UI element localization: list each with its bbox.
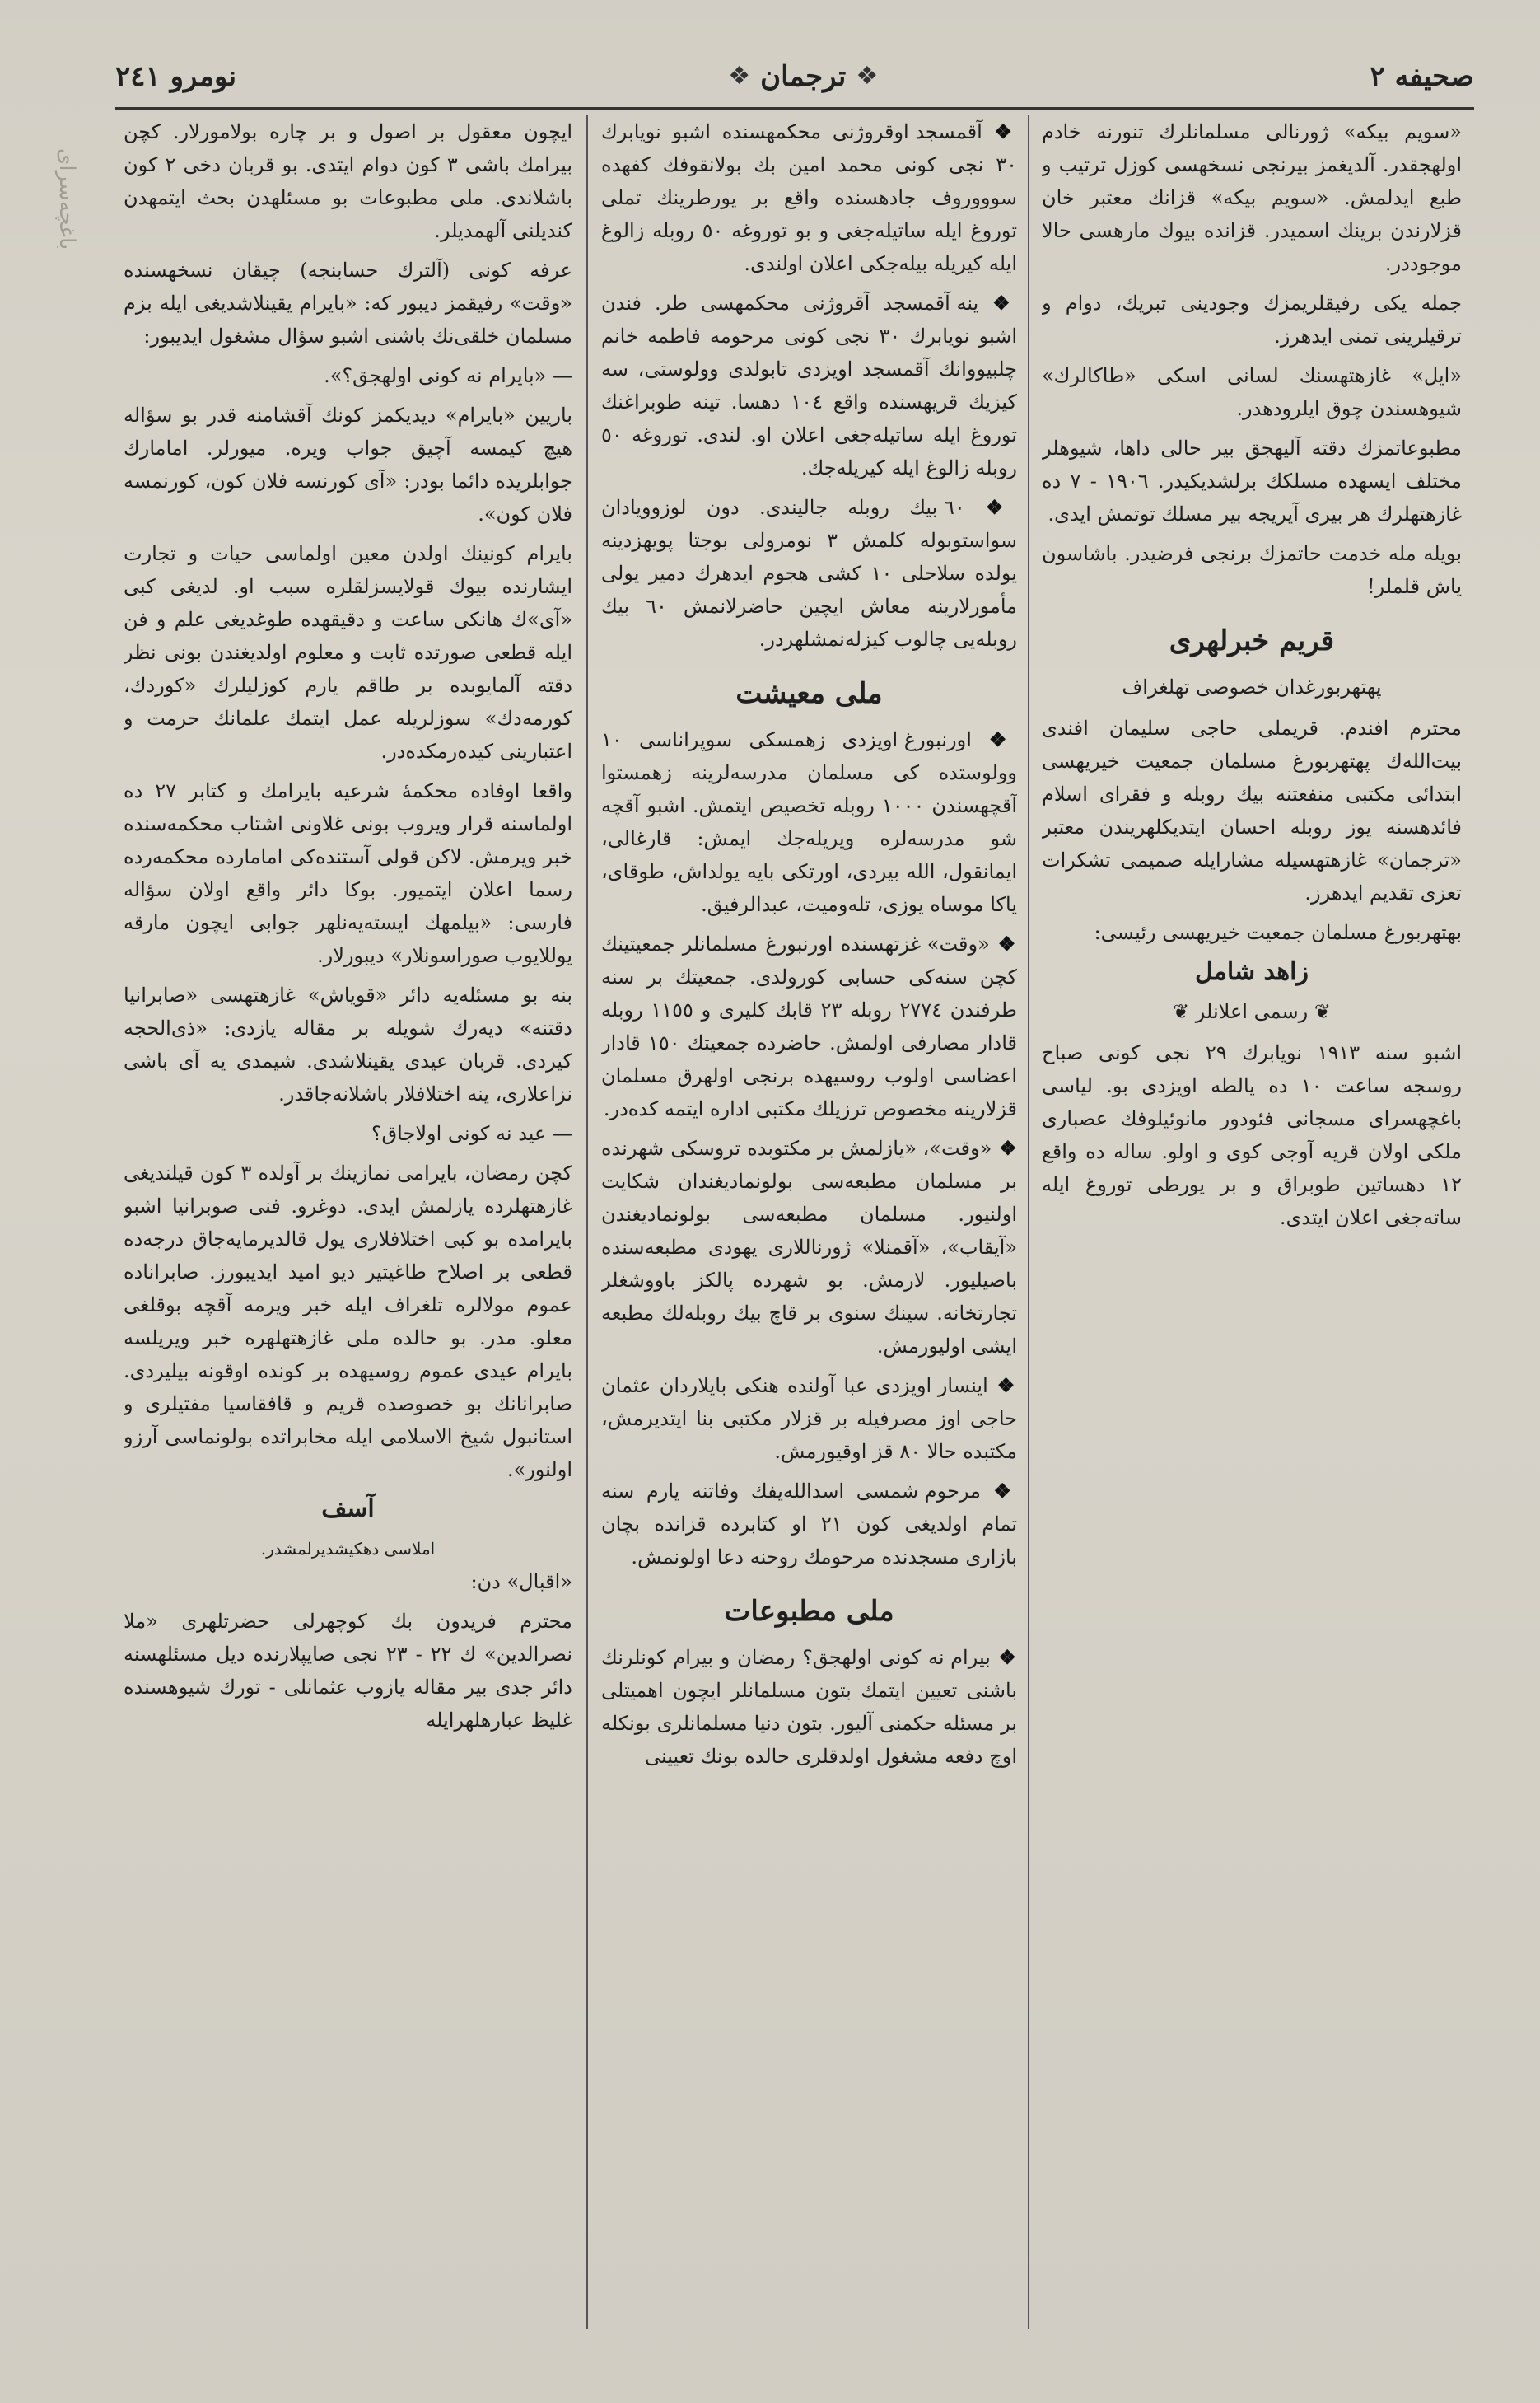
ornament-icon: ❖	[856, 62, 879, 91]
page-header	[115, 45, 1474, 110]
news-item	[601, 491, 1017, 656]
article-paragraph: كچن رمضان، بايرامى نمازينك بر آولده ٣ كون قيلنديغى غازهتهلرده يازلمش ايدى. دوغرو. فنى صوبرانيا اشبو بايرامده بو كبى اختلافلارى يول قالديرمايه‌جاق درجه‌ده قطعى بر اصلاح طاغيتير ديو اميد ايديبورز. صابراناده عموم مولالره تلغراف ايله خبر ويرمه آقچه بوقلغى معلو. مدر. بو حالده ملى غازهتهلهره خبر ويريلسه بايرام عيدى عموم روسيهده بر كونده اوقونه بيليردى. صابرانانك بو خصوصده قريم و قافقاسيا مفتيلرى و استانبول شيخ الاسلامى ايله مخابراتده بولونماسى آرزو اولنور».	[124, 1162, 572, 1481]
issue-number: نومرو ٢٤١	[115, 59, 237, 93]
column-rule	[1028, 115, 1029, 2329]
article-paragraph: جمله يكى رفيقلريمزك وجودينى تبريك، دوام و ترقيلرينى تمنى ايدهرز.	[1042, 292, 1462, 348]
news-text: ٦٠ بيك روبله جاليندى. دون لوزوويادان سواستوبوله كلمش ٣ نومرولى بوجتا پويهزدينه يولده سلاحلى ١٠ كشى هجوم ايدهرك دمير يولى مأمورلارينه معاش ايچين حاضرلانمش ٦٠ بيك روبله‌يى چالوب كيزله‌نمشلهردر.	[601, 496, 1017, 651]
news-item	[601, 115, 1017, 280]
section-title: ملى مطبوعات	[724, 1595, 894, 1628]
section-subtitle: پهتهربورغدان خصوصى تهلغراف	[1122, 676, 1382, 699]
column-right	[1042, 115, 1462, 2329]
ornament-icon: ❦	[1308, 1000, 1331, 1023]
bullet-ornament-icon: ❖	[987, 1373, 1017, 1397]
news-text: «وقت» غزتهسنده اورنبورغ مسلمانلر جمعيتينك كچن سنه‌كى حسابى كورولدى. جمعيتك بر سنه طرفندن ٢٧٧٤ روبله ٢٣ قابك كليرى و ١١٥٥ روبله قادار مصارفى اولمش. حاضرده جمعيتك ١٥٠ قادار اعضاسى اولوب روسيهده برنجى اولهرق مسلمان قزلارينه مخصوص ترزيلك مكتبى اداره ايتمه كده‌در.	[601, 933, 1017, 1120]
column-rule	[586, 115, 588, 2329]
article-paragraph: «ايل» غازهتهسنك لسانى اسكى «طاكالرك» شيوهسندن چوق ايلرودهدر.	[1042, 364, 1462, 420]
masthead-title: ترجمان	[760, 59, 847, 93]
article-paragraph: عرفه كونى (آلترك حسابنجه) چيقان نسخهسنده «وقت» رفيقمز ديبور كه: «بايرام يقينلاشديغى ايله بزم مسلمان خلقى‌نك باشنى اشبو سؤال مشغول ايديبور:	[124, 259, 572, 348]
news-text: آقمسجد اوقروژنى محكمهسنده اشبو نويابرك ٣٠ نجى كونى محمد امين بك بولانقوفك كفهده سوووروف جادهسنده واقع بر يورطرينك تملى توروغ ايله ساتيله‌جغى و بو توروغه ٥٠ روبله زالوغ ايله كيريله بيله‌جكى اعلان اولندى.	[601, 120, 1017, 275]
bullet-ornament-icon: ❖	[992, 1136, 1017, 1160]
news-item	[601, 1369, 1017, 1468]
article-paragraph: مطبوعاتمزك دقته آليهجق بير حالى داها، شيوهلر مختلف ايسهده مسلكك برلشديكيدر. ١٩٠٦ - ٧ ده غازهتهلرك هر بيرى آيريجه بير مسلك توتمش ايدى.	[1042, 437, 1462, 526]
article-paragraph: — عيد نه كونى اولاجاق؟	[371, 1122, 572, 1145]
bullet-ornament-icon: ❖	[981, 1479, 1017, 1503]
news-text: بيرام نه كونى اولهجق؟ رمضان و بيرام كونلرنك باشنى تعيين ايتمك بتون مسلمانلر ايچون اهميتلى بر مسئله حكمنى آليور. بتون دنيا مسلمانلرى بونكله اوچ دفعه مشغول اولدقلرى حالده بونك تعيينى	[601, 1646, 1017, 1768]
article-paragraph: بنه بو مسئله‌يه دائر «قوياش» غازهتهسى «صابرانيا دقتنه» ديه‌رك شويله بر مقاله يازدى: «ذى‌الحجه كيردى. قربان عيدى يقينلاشدى. شيمدى يه آى باشى نزاعلارى، ينه اختلافلار باشلانه‌جاقدر.	[124, 984, 572, 1106]
author-signature: آسف	[321, 1494, 375, 1523]
news-item	[601, 928, 1017, 1125]
news-item	[601, 1132, 1017, 1363]
article-paragraph: بهتهربورغ مسلمان جمعيت خيريهسى رئيسى:	[1094, 921, 1462, 944]
author-signature: زاهد شامل	[1195, 957, 1309, 986]
news-text: اينسار اويزدى عبا آولنده هنكى بايلاردان عثمان حاجى اوز مصرفيله بر قزلار مكتبى بنا ايتديرمش، مكتبده حالا ٨٠ قز اوقيورمش.	[601, 1374, 1017, 1463]
news-item	[601, 1475, 1017, 1573]
article-paragraph: «سويم بيكه» ژورنالى مسلمانلرك تنورنه خادم اولهجقدر. آلديغمز بيرنجى نسخهسى كوزل ترتيب و طبع ايدلمش. «سويم بيكه» قزانك معتبر خان قزلارندن برينك اسميدر. قزانده بيوك مارهسى حالا موجوددر.	[1042, 120, 1462, 275]
bullet-ornament-icon: ❖	[978, 291, 1017, 315]
section-title: قريم خبرلهرى	[1169, 624, 1335, 657]
news-item	[601, 723, 1017, 921]
news-text: «وقت»، «يازلمش بر مكتوبده تروسكى شهرنده بر مسلمان مطبعه‌سى بولونمادیغندان شكايت اولنيور. مسلمان مطبعه‌سى بولونماديغندن «آيقاب»، «آقمنلا» ژورناللارى يهودى مطبعه‌سنده باصيليور. لارمش. بو شهرده پالكز باووشغلر تجارتخانه. سينك سنوى بر قاچ بيك روبله‌لك مطبعه ايشى اوليورمش.	[601, 1137, 1017, 1358]
article-paragraph: واقعا اوفاده محكمهٔ شرعيه بايرامك و كتابر ٢٧ ده اولماسنه قرار ويروب بونى غلاونى اشتاب محكمه‌سنده خبر ويرمش. لاكن قولى آستنده‌كى امامارده محكمه‌رده رسما اعلان ايتميور. بوكا دائر واقع اولان سؤاله فارسى: «بيلمهك ايسته‌يه‌نلهر جوابى ايچون مارقه يوللايوب صوراسونلار» ديبورلار.	[124, 779, 572, 967]
column-middle	[601, 115, 1017, 2329]
bullet-ornament-icon: ❖	[989, 932, 1017, 956]
news-text: مرحوم شمسى اسدالله‌يفك وفاتنه يارم سنه تمام اولديغى كون ٢١ او كتابرده قزانده بچان بازارى مسجدنده مرحومك روحنه دعا اولونمش.	[601, 1480, 1017, 1568]
article-paragraph: ايچون معقول بر اصول و بر چاره بولامورلار. كچن بيرامك باشى ٣ كون دوام ايتدى. بو قربان دخى ٢ كون باشلاندى. ملى مطبوعات بو مسئلهدن بحث ايتمهدن كنديلنى آلهمديلر.	[124, 120, 572, 242]
article-paragraph: محترم افندم. قريملى حاجى سليمان افندى بيت‌الله‌ك پهتهربورغ مسلمان جمعيت خيريهسى ابتدائى مكتبى منفعتنه بيك روبله و فقراى اسلام فائدهسنه يوز روبله احسان ايتديكلهريندن معتبر «ترجمان» غازهتهسيله مشارايله صميمى تشكرات تعزى تقديم ايدهرز.	[1042, 717, 1462, 905]
news-text: ينه آقمسجد آقروژنى محكمهسى طر. فندن اشبو نويابرك ٣٠ نجى كونى مرحومه فاطمه خانم چلبيووانك آقمسجد اويزدى تابولدى وولوستى، سه كيزيك قريهسنده واقع ١٠٤ دهسا. تينه طوبراغنك توروغ ايله ساتيله‌جغى اعلان او. لندى. توروغه ٥٠ روبله زالوغ ايله كيريله‌جك.	[601, 292, 1017, 479]
article-paragraph: محترم فريدون بك كوچهرلى حضرتلهرى «ملا نصرالدين» ك ٢٢ - ٢٣ نجى صايپلارنده ديل مسئلهسنه دائر جدى بير مقاله يازوب عثمانلى - تورك شيوهسنده غليظ عبارهلهرايله	[124, 1610, 572, 1732]
bullet-ornament-icon: ❖	[990, 1645, 1017, 1669]
news-item	[601, 1641, 1017, 1773]
margin-bleed-text: باغچه‌سراى	[54, 148, 79, 250]
page-label: صحيفه ٢	[1370, 59, 1474, 93]
section-title: ملى معيشت	[735, 677, 883, 710]
masthead	[728, 60, 878, 93]
article-paragraph: باريين «بايرام» ديديكمز كونك آقشامنه قدر بو سؤاله هيچ كيمسه آچيق جواب ويره. ميورلر. امامارك جوابلريده دائما بودر: «آى كورنسه فلان كون، كورنمسه فلان كون».	[124, 404, 572, 526]
news-text: اورنبورغ اويزدى زهمسكى سوپراناسى ١٠ وولوستده كى مسلمان مدرسه‌لرينه زهمستوا آقچهسندن ١٠٠٠ روبله تخصيص ايتمش. اشبو آقچه شو مدرسه‌لره ويريله‌جك ايمش: قارغالى، ايمانقول، الله بيردى، اورتكى بايه يولداش، طوقاى، ياكا موساه يوزى، تله‌وميت، عبدالرفيق.	[601, 728, 1017, 916]
ornament-icon: ❦	[1173, 1000, 1196, 1023]
ornament-icon: ❖	[728, 62, 751, 91]
section-title-text: رسمى اعلانلر	[1195, 1000, 1309, 1023]
author-note: املاسى دهكيشديرلمشدر.	[260, 1539, 436, 1559]
bullet-ornament-icon: ❖	[971, 727, 1017, 751]
news-item	[601, 287, 1017, 484]
article-paragraph: اشبو سنه ١٩١٣ نويابرك ٢٩ نجى كونى صباح روسجه ساعت ١٠ ده يالطه اويزدى بو. لياسى باغچهسراى مسجانى فئودور مانوئيلوفك عصبارى ملكى اولان قريه آوجى كوى و اولو. ساله ده واقع ١٢ دهساتين طوبراق و بر يورطى توروغ ايله ساته‌جغى اعلان ايتدى.	[1042, 1041, 1462, 1229]
section-title	[1042, 995, 1462, 1028]
article-paragraph: «اقبال» دن:	[470, 1570, 572, 1593]
article-paragraph: بويله مله خدمت حاتمزك برنجى فرضيدر. باشاسون ياش قلملر!	[1042, 542, 1462, 598]
article-paragraph: — «بايرام نه كونى اولهجق؟».	[324, 364, 572, 387]
bullet-ornament-icon: ❖	[982, 119, 1017, 143]
article-paragraph: بايرام كونينك اولدن معين اولماسى حيات و تجارت ايشارنده بيوك قولايسزلقلره سبب او. لديغى كبى «آى»ك هانكى ساعت و دقيقهده طوغديغى علم و فن ايله قطعى صورتده ثابت و معلوم اولديغندن بونى نظر دقته آلمايوبده بر طاقم يارم كوزلیلرك «كوردك، كورمه‌دك» سوزلريله عمل ايتمك علمانك حرمت و اعتبارينى كيده‌رمكده‌در.	[124, 542, 572, 763]
column-left	[124, 115, 572, 2329]
bullet-ornament-icon: ❖	[964, 495, 1017, 519]
